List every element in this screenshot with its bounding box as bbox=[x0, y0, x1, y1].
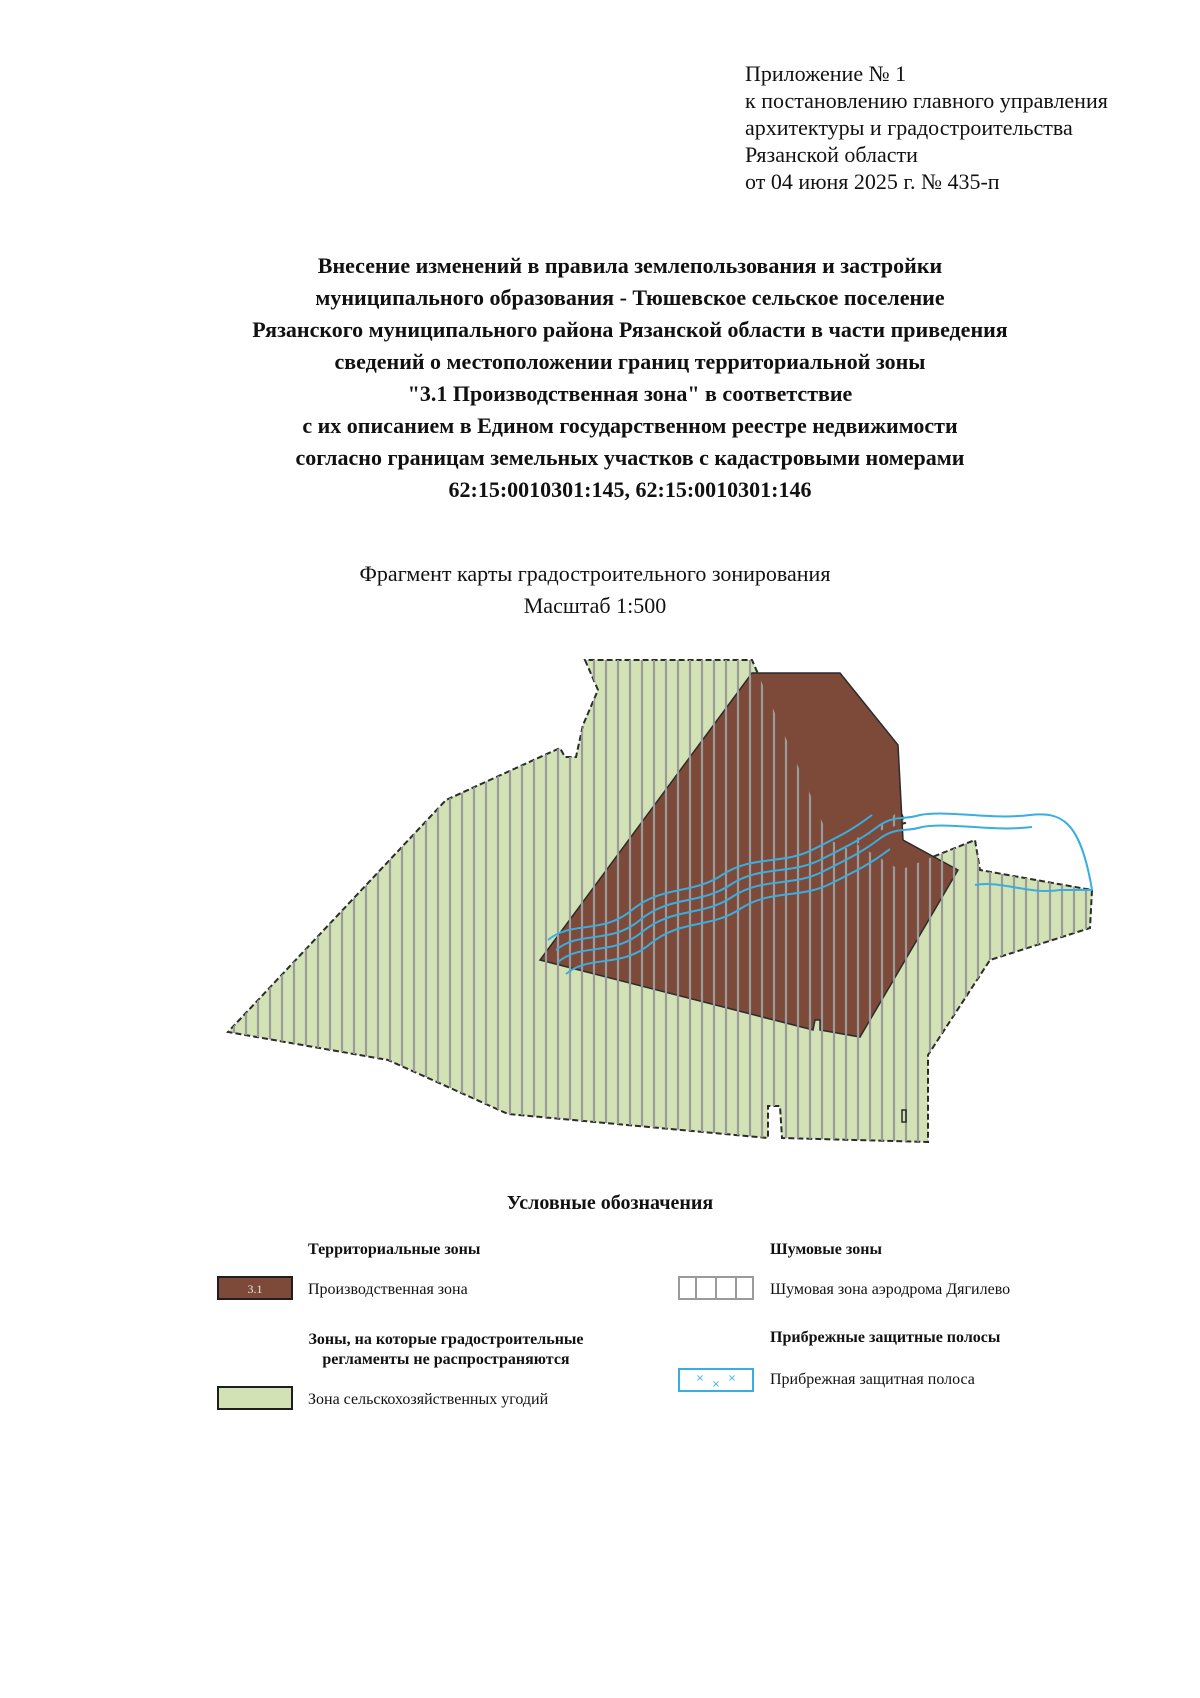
legend-heading-territorial: Территориальные зоны bbox=[308, 1241, 481, 1258]
legend-shore-swatch bbox=[679, 1369, 753, 1391]
title-line-4: сведений о местоположении границ территориальной зоны bbox=[334, 349, 926, 374]
title-line-8: 62:15:0010301:145, 62:15:0010301:146 bbox=[448, 477, 812, 502]
legend-heading-noise: Шумовые зоны bbox=[770, 1241, 882, 1258]
legend-heading-not-regulated-line2: регламенты не распространяются bbox=[322, 1351, 570, 1368]
annex-line-2: к постановлению главного управления bbox=[745, 88, 1108, 113]
legend-noise-swatch bbox=[679, 1277, 753, 1299]
legend-industrial-swatch bbox=[218, 1277, 292, 1299]
legend-noise-label: Шумовая зона аэродрома Дягилево bbox=[770, 1281, 1011, 1298]
title-line-6: с их описанием в Едином государственном реестре недвижимости bbox=[302, 413, 958, 438]
legend-agricultural-label: Зона сельскохозяйственных угодий bbox=[308, 1391, 549, 1408]
legend-industrial-code: 3.1 bbox=[247, 1282, 263, 1296]
annex-line-3: архитектуры и градостроительства bbox=[745, 115, 1073, 140]
map-caption-title: Фрагмент карты градостроительного зонирования bbox=[359, 561, 831, 586]
title-line-5: "3.1 Производственная зона" в соответствие bbox=[407, 381, 853, 406]
svg-text:×: × bbox=[711, 1379, 721, 1390]
svg-text:×: × bbox=[695, 1373, 705, 1384]
legend-heading-not-regulated-line1: Зоны, на которые градостроительные bbox=[308, 1331, 584, 1348]
legend-heading-not-regulated bbox=[286, 1330, 606, 1370]
legend-industrial-label: Производственная зона bbox=[308, 1281, 468, 1298]
annex-line-1: Приложение № 1 bbox=[745, 61, 907, 86]
map-scale: Масштаб 1:500 bbox=[523, 593, 667, 618]
title-line-3: Рязанского муниципального района Рязанской области в части приведения bbox=[252, 317, 1008, 342]
legend-shore-label: Прибрежная защитная полоса bbox=[770, 1371, 975, 1388]
legend-agricultural-swatch bbox=[218, 1387, 292, 1409]
title-line-2: муниципального образования - Тюшевское сельское поселение bbox=[315, 285, 945, 310]
annex-line-4: Рязанской области bbox=[745, 142, 918, 167]
annex-line-5: от 04 июня 2025 г. № 435-п bbox=[745, 169, 1000, 194]
legend-title: Условные обозначения bbox=[506, 1192, 714, 1214]
title-line-1: Внесение изменений в правила землепользования и застройки bbox=[317, 253, 943, 278]
legend-heading-shore: Прибрежные защитные полосы bbox=[770, 1329, 1001, 1346]
noise-zone-hatching bbox=[228, 660, 1092, 1142]
title-line-7: согласно границам земельных участков с кадастровыми номерами bbox=[295, 445, 965, 470]
svg-text:×: × bbox=[727, 1373, 737, 1384]
